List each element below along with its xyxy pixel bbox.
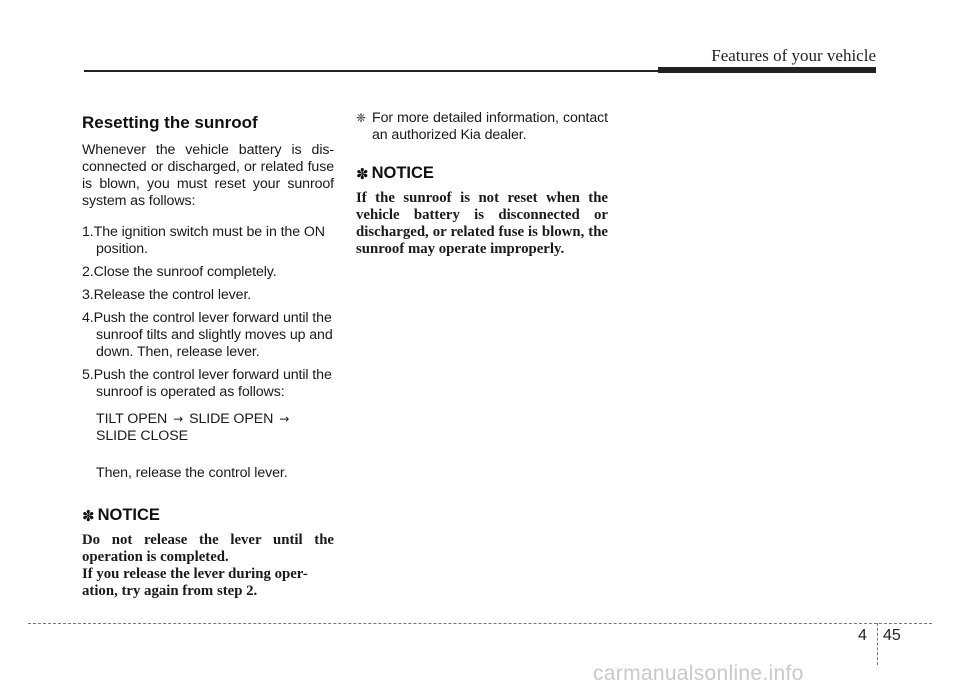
dealer-note <box>356 110 608 144</box>
sequence-slide-close: SLIDE CLOSE <box>96 428 188 444</box>
section-title: Resetting the sunroof <box>82 113 258 132</box>
operation-sequence <box>82 411 334 445</box>
sequence-slide-open: SLIDE OPEN <box>189 411 274 427</box>
step-item: 5.Push the control lever forward until the sunroof is operated as follows: <box>82 367 332 400</box>
left-column <box>82 110 334 600</box>
note-text: For more detailed information, contact an authorized Kia dealer. <box>372 110 608 143</box>
header-rule <box>84 70 662 72</box>
footer-divider <box>28 623 932 624</box>
step-item: 4.Push the control lever forward until the sunroof tilts and slightly moves up and down. Then, release lever. <box>82 310 333 360</box>
header-rule-accent <box>658 67 876 73</box>
notice-box <box>356 164 608 258</box>
step-item: 1.The ignition switch must be in the ON position. <box>82 224 325 257</box>
asterisk-icon: ✽ <box>356 164 369 183</box>
notice-heading <box>82 506 334 525</box>
arrow-right-icon: → <box>279 412 290 426</box>
note-icon: ❈ <box>356 111 366 125</box>
step-item: 2.Close the sunroof completely. <box>82 264 277 280</box>
arrow-right-icon: → <box>173 412 184 426</box>
intro-paragraph: Whenever the vehicle battery is dis-connected or discharged, or related fuse is blown, you must reset your sunroof system as follows: <box>82 142 334 209</box>
notice-box <box>82 506 334 600</box>
page-number-divider <box>877 623 878 665</box>
watermark-text: carmanualsonline.info <box>593 662 804 685</box>
sequence-tilt-open: TILT OPEN <box>96 411 168 427</box>
step-item: 3.Release the control lever. <box>82 287 252 303</box>
middle-column <box>356 110 608 258</box>
asterisk-icon: ✽ <box>82 506 95 525</box>
page-number: 45 <box>883 627 901 644</box>
notice-text: If the sunroof is not reset when the vehicle battery is disconnected or discharged, or related fuse is blown, the sunroof may operate improperly. <box>356 190 608 257</box>
notice-heading <box>356 164 608 183</box>
reset-steps-list <box>82 224 334 401</box>
notice-title: NOTICE <box>371 164 434 182</box>
notice-title: NOTICE <box>97 506 160 524</box>
notice-text: If you release the lever during oper-ation, try again from step 2. <box>82 566 308 599</box>
notice-text: Do not release the lever until the operation is completed. <box>82 532 334 565</box>
header-section-title: Features of your vehicle <box>711 46 876 65</box>
chapter-number: 4 <box>858 627 867 644</box>
release-note: Then, release the control lever. <box>96 465 288 481</box>
